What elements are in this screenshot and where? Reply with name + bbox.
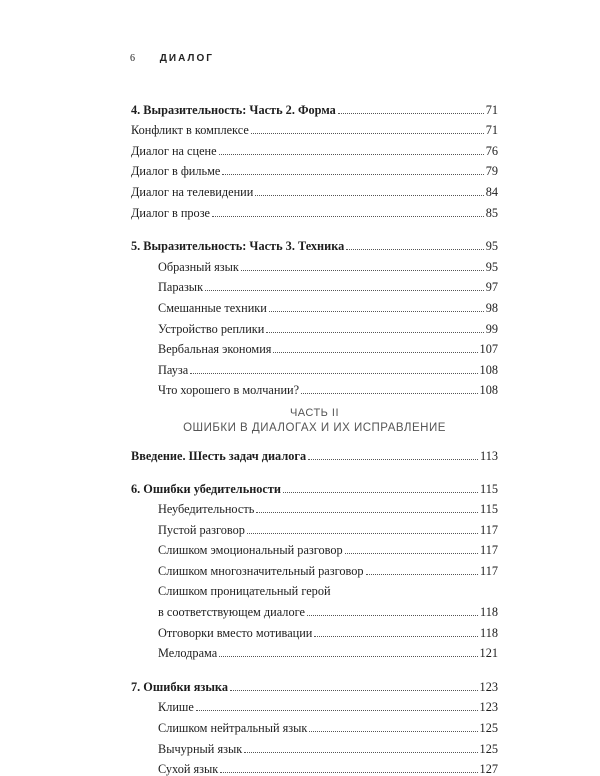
dot-leader [256, 512, 478, 513]
dot-leader [220, 772, 477, 773]
spacer [131, 463, 498, 475]
toc-entry-title: Сухой язык [158, 762, 219, 776]
toc-page-number: 107 [479, 342, 498, 357]
toc-chapter-title: 5. Выразительность: Часть 3. Техника [131, 239, 345, 254]
toc-page-number: 117 [480, 522, 498, 537]
toc-entry-title: Мелодрама [158, 646, 218, 661]
dot-leader [301, 393, 477, 394]
toc-entry-title: Конфликт в комплексе [131, 123, 249, 138]
toc-entry-title: Смешанные техники [158, 300, 267, 315]
running-title: ДИАЛОГ [159, 53, 214, 64]
dot-leader [247, 533, 478, 534]
toc-page-number: 123 [479, 700, 498, 715]
toc-chapter-heading[interactable] [131, 442, 498, 463]
part-number: ЧАСТЬ II [289, 407, 340, 420]
toc-entry-title: Диалог в прозе [131, 205, 211, 220]
toc-page-number: 95 [485, 259, 498, 274]
toc-entry[interactable] [131, 557, 498, 578]
spacer [131, 220, 498, 233]
toc-entry[interactable] [131, 694, 498, 715]
dot-leader [219, 154, 484, 155]
toc-entry[interactable] [131, 619, 498, 640]
toc-entry-line[interactable] [131, 578, 498, 599]
toc-page-number: 115 [480, 502, 498, 517]
dot-leader [205, 290, 484, 291]
toc-entry[interactable] [131, 253, 498, 274]
toc-entry-title: Отговорки вместо мотивации [158, 625, 313, 640]
toc-page-number: 125 [479, 741, 498, 756]
toc-chapter-title: Введение. Шесть задач диалога [131, 448, 307, 463]
part-heading [131, 407, 498, 442]
dot-leader [251, 133, 484, 134]
toc-entry-title: Диалог на телевидении [131, 184, 254, 199]
toc-chapter-title: 4. Выразительность: Часть 2. Форма [131, 102, 336, 117]
toc-entry-title: Клише [158, 700, 194, 715]
dot-leader [222, 174, 483, 175]
toc-entry-title: Диалог в фильме [131, 164, 221, 179]
toc-page-number: 125 [479, 721, 498, 736]
toc-entry-title: Устройство реплики [158, 321, 265, 336]
toc-entry-title: Слишком многозначительный разговор [158, 563, 364, 578]
dot-leader [273, 352, 477, 353]
toc-entry-title: Неубедительность [158, 502, 255, 517]
toc-page-number: 123 [479, 679, 498, 694]
toc-entry-title: Образный язык [158, 259, 239, 274]
toc-page-number: 121 [479, 646, 498, 661]
dot-leader [255, 195, 483, 196]
dot-leader [314, 636, 478, 637]
toc-page-number: 95 [485, 239, 498, 254]
toc-page-number: 118 [480, 625, 498, 640]
toc-chapter-heading[interactable] [131, 96, 498, 117]
toc-entry-title: Слишком эмоциональный разговор [158, 543, 343, 558]
toc-entry[interactable] [131, 598, 498, 619]
toc-entry-title: Что хорошего в молчании? [158, 383, 300, 398]
toc-entry-title: Слишком проницательный герой [158, 584, 331, 599]
toc-entry[interactable] [131, 274, 498, 295]
toc-entry-title: в соответствующем диалоге [158, 605, 305, 620]
dot-leader [345, 553, 478, 554]
dot-leader [244, 752, 477, 753]
toc-entry[interactable] [131, 377, 498, 398]
toc-page-number: 97 [485, 280, 498, 295]
toc-page-number: 127 [479, 762, 498, 776]
toc-entry[interactable] [131, 117, 498, 138]
spacer [131, 660, 498, 673]
dot-leader [308, 459, 478, 460]
toc-entry[interactable] [131, 158, 498, 179]
toc-entry[interactable] [131, 640, 498, 661]
toc-page-number: 85 [485, 205, 498, 220]
toc-entry[interactable] [131, 516, 498, 537]
dot-leader [269, 311, 484, 312]
toc-page-number: 115 [480, 481, 498, 496]
dot-leader [266, 332, 483, 333]
toc-page-number: 99 [485, 321, 498, 336]
toc-chapter-title: 6. Ошибки убедительности [131, 481, 282, 496]
toc-page-number: 117 [480, 563, 498, 578]
toc-chapter-heading[interactable] [131, 673, 498, 694]
toc-entry[interactable] [131, 537, 498, 558]
toc-entry-title: Слишком нейтральный язык [158, 721, 308, 736]
toc-entry-title: Пауза [158, 362, 189, 377]
dot-leader [190, 373, 477, 374]
page-number: 6 [130, 53, 135, 64]
toc-page-number: 113 [480, 448, 498, 463]
toc-page-number: 79 [485, 164, 498, 179]
dot-leader [230, 690, 478, 691]
toc-entry[interactable] [131, 178, 498, 199]
dot-leader [338, 113, 484, 114]
toc-chapter-title: 7. Ошибки языка [131, 679, 228, 694]
toc-page-number: 98 [485, 300, 498, 315]
dot-leader [241, 270, 484, 271]
toc-entry-title: Паразык [158, 280, 204, 295]
toc-entry[interactable] [131, 315, 498, 336]
toc-entry[interactable] [131, 199, 498, 220]
toc-entry[interactable] [131, 735, 498, 756]
toc-entry[interactable] [131, 294, 498, 315]
toc-entry-title: Пустой разговор [158, 522, 245, 537]
toc-chapter-heading[interactable] [131, 233, 498, 254]
toc-page-number: 108 [479, 362, 498, 377]
toc-entry-title: Вычурный язык [158, 741, 243, 756]
dot-leader [212, 216, 484, 217]
toc-page-number: 71 [485, 123, 498, 138]
toc-entry-title: Диалог на сцене [131, 143, 217, 158]
toc-entry-title: Вербальная экономия [158, 342, 272, 357]
toc-page-number: 71 [485, 102, 498, 117]
dot-leader [196, 710, 478, 711]
toc-entry[interactable] [131, 137, 498, 158]
toc-entry[interactable] [131, 714, 498, 735]
dot-leader [366, 574, 478, 575]
dot-leader [219, 656, 477, 657]
toc-entry[interactable] [131, 496, 498, 517]
toc-entry[interactable] [131, 756, 498, 776]
toc-chapter-heading[interactable] [131, 475, 498, 496]
toc-page-number: 118 [480, 605, 498, 620]
toc-entry[interactable] [131, 336, 498, 357]
toc-page-number: 76 [485, 143, 498, 158]
toc-entry[interactable] [131, 356, 498, 377]
dot-leader [307, 615, 478, 616]
toc-page-number: 108 [479, 383, 498, 398]
table-of-contents [131, 96, 498, 776]
toc-page-number: 84 [485, 184, 498, 199]
part-title: ОШИБКИ В ДИАЛОГАХ И ИХ ИСПРАВЛЕНИЕ [183, 422, 446, 435]
dot-leader [346, 249, 483, 250]
running-head [130, 53, 214, 64]
dot-leader [283, 492, 478, 493]
dot-leader [309, 731, 477, 732]
toc-page-number: 117 [480, 543, 498, 558]
